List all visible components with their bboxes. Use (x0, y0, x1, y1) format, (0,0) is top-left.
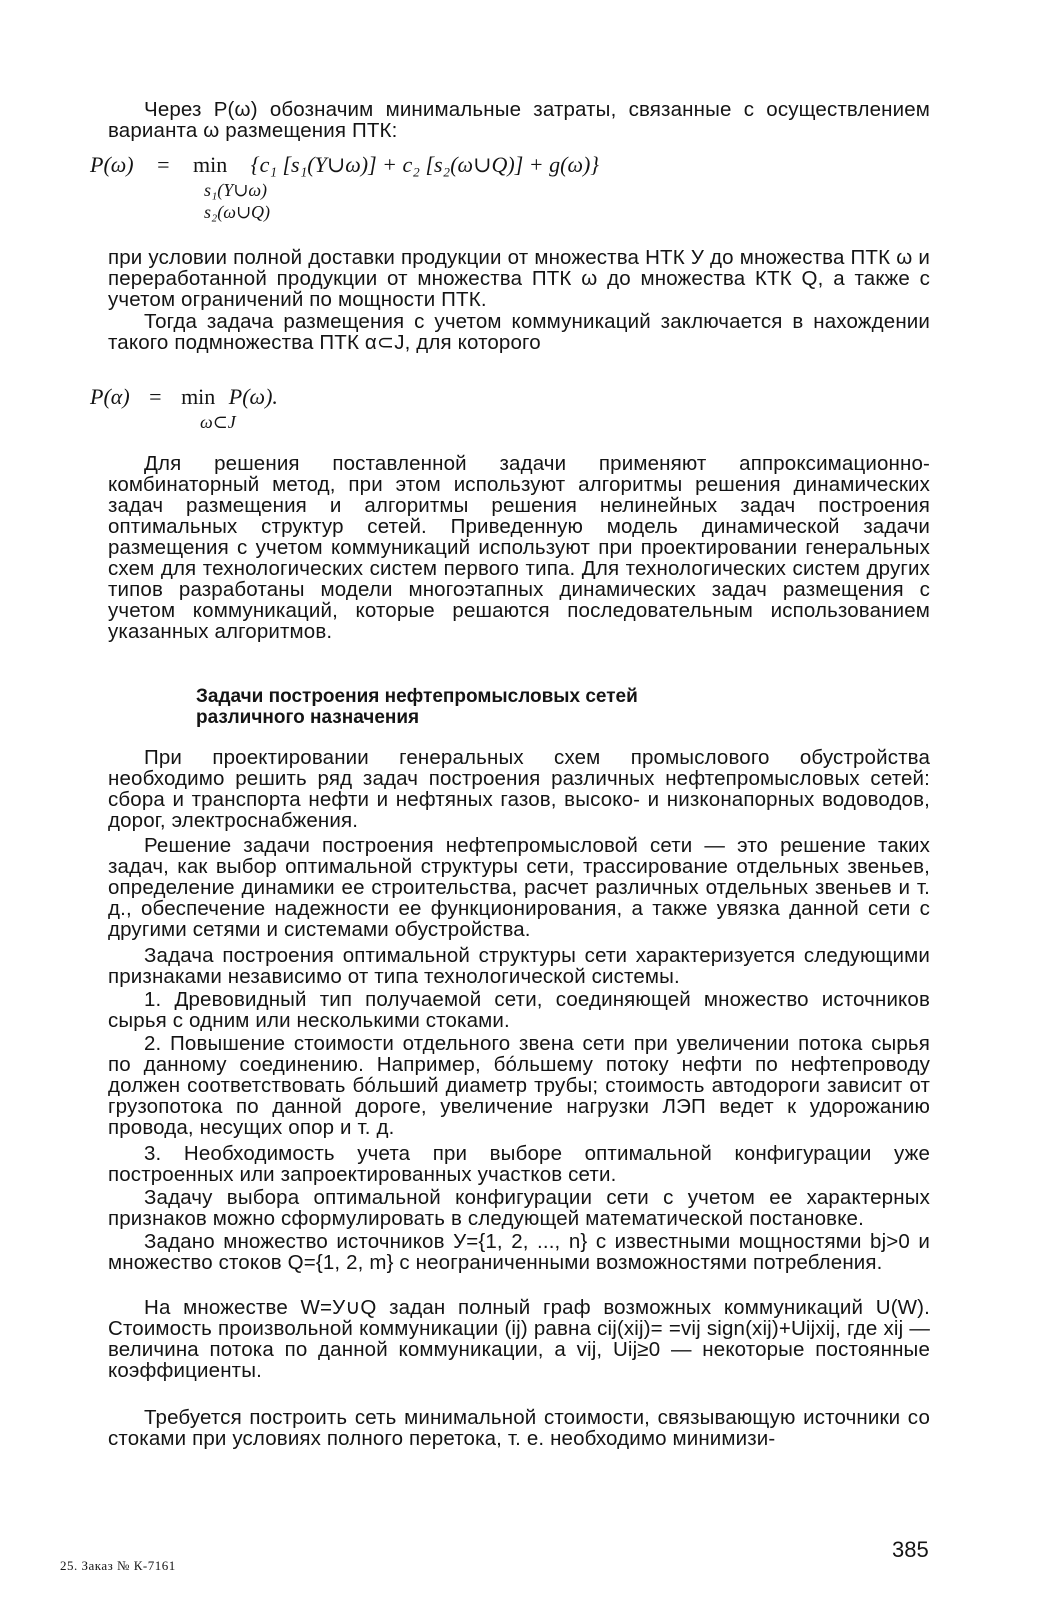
paragraph-7: Задача построения оптимальной структуры сети характеризуется следующими признаками независимо от типа технологической системы. (108, 944, 930, 988)
print-info: 25. Заказ № К-7161 (60, 1558, 176, 1573)
formula-lhs: P(ω) (90, 152, 134, 177)
paragraph-10: 3. Необходимость учета при выборе оптимальной конфигурации уже построенных или запроектированных участков сети. (108, 1142, 930, 1186)
paragraph-13: На множестве W=У∪Q задан полный граф возможных коммуникаций U(W). Стоимость произвольной коммуникации (ij) равна cij(xij)= =vij sign(xij)+Uijxij, где xij — величина потока по данной коммуникации, а vij, Uij≥0 — некоторые постоянные коэффициенты. (108, 1296, 930, 1382)
paragraph-8: 1. Древовидный тип получаемой сети, соединяющей множество источников сырья с одним или несколькими стоками. (108, 988, 930, 1032)
formula2-eq: = (149, 384, 162, 409)
formula2-lhs: P(α) (90, 384, 130, 409)
paragraph-6: Решение задачи построения нефтепромысловой сети — это решение таких задач, как выбор оптимальной структуры сети, трассирование отдельных звеньев, определение динамики ее строительства, расчет различных отдельных звеньев и т. д., обеспечение надежности ее функционирования, а также увязка данной сети с другими сетями и системами обустройства. (108, 834, 930, 941)
formula2-subscript: ω⊂J (200, 412, 236, 432)
paragraph-12: Задано множество источников У={1, 2, ..., n} с известными мощностями bj>0 и множество стоков Q={1, 2, m} с неограниченными возможностями потребления. (108, 1230, 930, 1274)
formula-subscript-1: s₁(Y∪ω) (204, 180, 268, 200)
paragraph-2: при условии полной доставки продукции от множества НТК У до множества ПТК ω и переработанной продукции от множества ПТК ω до множества КТК Q, а также с учетом ограничений по мощности ПТК. (108, 246, 930, 311)
paragraph-4: Для решения поставленной задачи применяют аппроксимационно-комбинаторный метод, при этом используют алгоритмы решения динамических задач размещения и алгоритмы решения нелинейных задач построения оптимальных структур сетей. Приведенную модель динамической задачи размещения с учетом коммуникаций используют при проектировании генеральных схем для технологических систем первого типа. Для технологических систем других типов разработаны модели многоэтапных динамических задач размещения с учетом коммуникаций, которые решаются последовательным использованием указанных алгоритмов. (108, 452, 930, 643)
page-number: 385 (892, 1537, 929, 1562)
formula-expression: {c₁ [s₁(Y∪ω)] + c₂ [s₂(ω∪Q)] + g(ω)} (250, 152, 600, 177)
paragraph-1: Через P(ω) обозначим минимальные затраты, связанные с осуществлением варианта ω размещения ПТК: (108, 98, 930, 142)
paragraph-9: 2. Повышение стоимости отдельного звена сети при увеличении потока сырья по данному соединению. Например, бóльшему потоку нефти по нефтепроводу должен соответствовать бóльший диаметр трубы; стоимость автодороги зависит от грузопотока по данной дороге, увеличение нагрузки ЛЭП ведет к удорожанию провода, несущих опор и т. д. (108, 1032, 930, 1139)
formula2-min: min (181, 384, 216, 409)
formula-eq: = (157, 152, 170, 177)
paragraph-3: Тогда задача размещения с учетом коммуникаций заключается в нахождении такого подмножества ПТК α⊂J, для которого (108, 310, 930, 354)
section-heading-line-2: различного назначения (196, 707, 420, 728)
formula-subscript-2: s₂(ω∪Q) (204, 202, 271, 222)
formula-min: min (193, 152, 228, 177)
formula-p-alpha (90, 384, 278, 410)
paragraph-14: Требуется построить сеть минимальной стоимости, связывающую источники со стоками при условиях полного перетока, т. е. необходимо минимизи- (108, 1406, 930, 1450)
formula2-rhs: P(ω). (228, 384, 278, 409)
section-heading (196, 686, 796, 728)
paragraph-11: Задачу выбора оптимальной конфигурации сети с учетом ее характерных признаков можно сформулировать в следующей математической постановке. (108, 1186, 930, 1230)
paragraph-5: При проектировании генеральных схем промыслового обустройства необходимо решить ряд задач построения различных нефтепромысловых сетей: сбора и транспорта нефти и нефтяных газов, высоко- и низконапорных водоводов, дорог, электроснабжения. (108, 746, 930, 832)
formula-p-omega (90, 152, 599, 178)
section-heading-line-1: Задачи построения нефтепромысловых сетей (196, 686, 638, 707)
